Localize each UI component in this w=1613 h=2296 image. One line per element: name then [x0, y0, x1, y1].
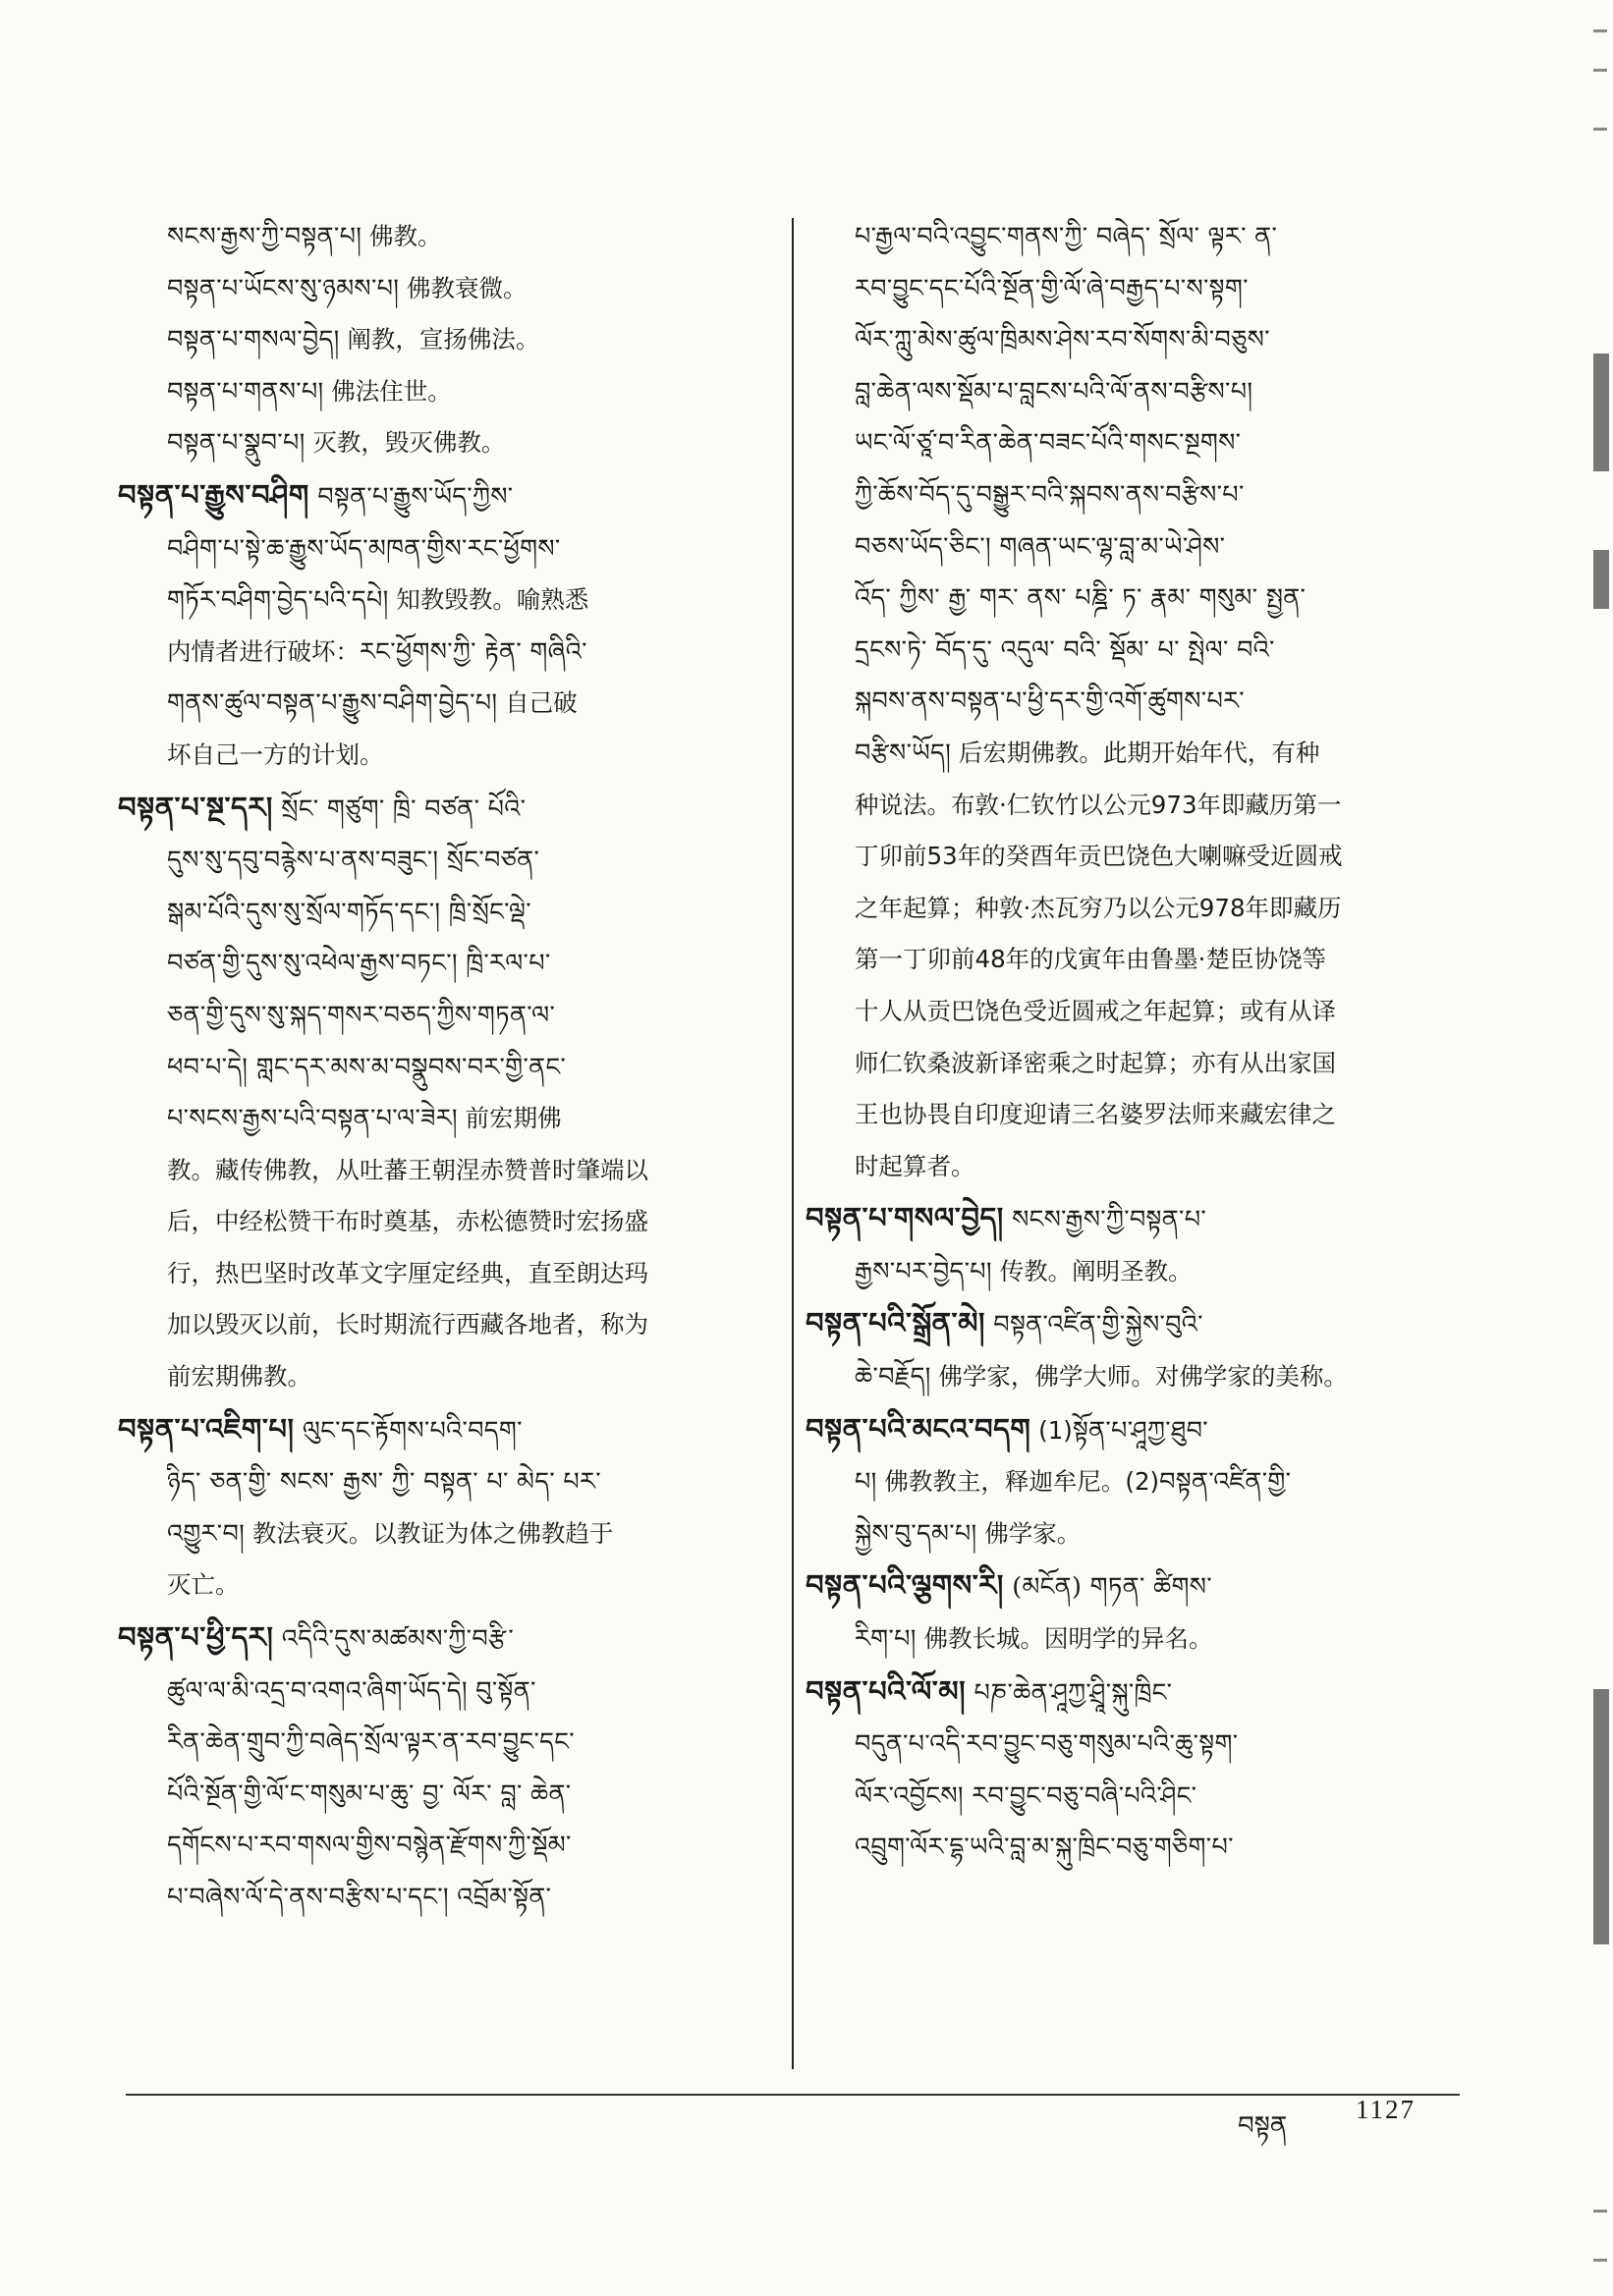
entry-line [855, 521, 1454, 574]
tibetan-text: རབ་བྱུང་དང་པོའི་སྔོན་གྱི་ལོ་ཞེ་བརྒྱད་པ་ས་སྟག་ [855, 273, 1249, 303]
entry-line [855, 211, 1454, 263]
chinese-text: 种说法。布敦·仁钦竹以公元973年即藏历第一 [855, 790, 1342, 819]
chinese-text: 阐教，宣扬佛法。 [339, 325, 540, 355]
dictionary-entry [806, 1192, 1454, 1297]
entry-line [167, 1042, 756, 1094]
tibetan-text: རིག་པ། [855, 1624, 917, 1655]
chinese-text: (1) [1030, 1415, 1073, 1445]
entry-line [855, 573, 1454, 625]
headword: བསྟན་པའི་ལོ་མ། [806, 1673, 967, 1708]
tibetan-text: ཆེ་བརྗོད། [855, 1362, 931, 1393]
entry-line [855, 1822, 1454, 1874]
tibetan-text: སྒམ་པོའི་དུས་སུ་སྲོལ་གཏོད་དང་། ཁྲི་སྲོང་ལྡེ་ [167, 897, 531, 927]
page-number: 1127 [1356, 2095, 1416, 2124]
entry-line [855, 625, 1454, 677]
chinese-text: 加以毁灭以前，长时期流行西藏各地者，称为 [167, 1310, 648, 1339]
entry-line [167, 211, 756, 263]
tibetan-text: པ་བཞེས་ལོ་དེ་ནས་བརྩིས་པ་དང་། འབྲོམ་སྟོན་ [167, 1883, 552, 1912]
entry-line [167, 1769, 756, 1821]
entry-line [855, 676, 1454, 728]
dictionary-entry [118, 1403, 756, 1612]
dictionary-entry [118, 782, 756, 1403]
tibetan-text: (མངོན) གཏན་ ཚིགས་ [1003, 1572, 1212, 1603]
entry-line [167, 835, 756, 887]
entry-line [167, 574, 756, 627]
entry-line [118, 1403, 756, 1457]
tibetan-text: འབྲུག་ལོར་དྷ་ཡའི་བླ་མ་སྐུ་ཁྲིང་བཅུ་གཅིག་པ་ [855, 1832, 1234, 1863]
headword: བསྟན་པའི་ལྕགས་རི། [806, 1568, 1004, 1603]
tibetan-text: དགོངས་པ་རབ་གསལ་གྱིས་བསྙེན་རྫོགས་ཀྱི་སྡོམ་ [167, 1831, 572, 1861]
tibetan-text: ལོར་འབྱོངས། རབ་བྱུང་བཅུ་བཞི་པའི་ཤིང་ [855, 1780, 1197, 1811]
tibetan-text: བདུན་པ་འདི་རབ་བྱུང་བཅུ་གསུམ་པའི་ཆུ་སྟག་ [855, 1729, 1239, 1760]
tibetan-text: རང་ཕྱོགས་ཀྱི་ རྟེན་ གཞིའི་ [360, 636, 587, 667]
right-column [806, 211, 1454, 1874]
chinese-text: 丁卯前53年的癸酉年贡巴饶色大喇嘛受近圆戒 [855, 842, 1343, 871]
entry-line [167, 627, 756, 679]
chinese-text: 佛教。 [362, 222, 442, 250]
chinese-text: 师仁钦桑波新译密乘之时起算；亦有从出家国 [855, 1048, 1336, 1077]
chinese-text: 后宏期佛教。此期开始年代，有种 [951, 738, 1320, 767]
tibetan-text: གནས་ཚུལ་བསྟན་པ་རྒྱུས་བཤིག་བྱེད་པ། [167, 688, 498, 719]
tibetan-text: བསྟན་འཛིན་གྱི་སྐྱེས་བུའི་ [984, 1310, 1203, 1340]
entry-line [118, 469, 756, 523]
entry-line [855, 366, 1454, 418]
entry-line [167, 1508, 756, 1560]
entry-line [806, 1403, 1454, 1457]
entry-line [806, 1666, 1454, 1720]
chinese-text: 王也协畏自印度迎请三名婆罗法师来藏宏律之 [855, 1100, 1336, 1129]
entry-line [855, 417, 1454, 469]
entry-line [855, 934, 1454, 986]
chinese-text: 自己破 [497, 688, 578, 718]
chinese-text: 传教。阐明圣教。 [991, 1256, 1193, 1285]
chinese-text: 第一丁卯前48年的戊寅年由鲁墨·楚臣协饶等 [855, 945, 1326, 974]
chinese-text: 佛法住世。 [323, 376, 452, 406]
scan-margin-marks [1585, 0, 1613, 2296]
entry-line [167, 730, 756, 782]
entry-line [167, 417, 756, 469]
tibetan-text: སྟོན་པ་ཤཱཀྱ་ཐུབ་ [1072, 1415, 1208, 1446]
tibetan-text: ཉིད་ ཅན་གྱི་ སངས་ རྒྱས་ ཀྱི་ བསྟན་ པ་ མེད་ པར་ [167, 1467, 601, 1498]
headword: བསྟན་པ་སྔ་དར། [118, 790, 273, 824]
entry-line [855, 1508, 1454, 1560]
tibetan-text: པཎ་ཆེན་ཤཱཀྱ་ཤྲཱི་སྐུ་ཁྲིང་ [966, 1677, 1173, 1708]
entry-line [167, 1872, 756, 1924]
tibetan-text: པ། [855, 1467, 877, 1498]
tibetan-text: པོའི་སྔོན་གྱི་ལོ་ང་གསུམ་པ་ཆུ་ བྱ་ ལོར་ བླ་ ཆེན་ [167, 1778, 572, 1809]
tibetan-text: ཚུལ་ལ་མི་འདྲ་བ་འགའ་ཞིག་ཡོད་དེ། བུ་སྟོན་ [167, 1675, 536, 1706]
tibetan-text: འདིའི་དུས་མཚམས་ཀྱི་བརྩི་ [273, 1624, 515, 1655]
tibetan-text: དྲངས་ཏེ་ བོད་དུ་ འདུལ་ བའི་ སྡོམ་ པ་ སྤེལ་ བའི་ [855, 634, 1275, 665]
entry-line [167, 1559, 756, 1612]
tibetan-text: སངས་རྒྱས་ཀྱི་བསྟན་པ། [167, 222, 362, 251]
tibetan-text: རྒྱས་པར་བྱེད་པ། [855, 1256, 992, 1286]
chinese-text: 灭亡。 [167, 1570, 240, 1600]
chinese-text: 内情者进行破坏： [167, 636, 360, 666]
entry-line [167, 1196, 756, 1248]
entry-line [855, 1771, 1454, 1823]
entry-line [167, 1666, 756, 1718]
entry-line [167, 523, 756, 575]
dictionary-entry [167, 211, 756, 469]
entry-line [167, 1717, 756, 1769]
entry-line [806, 1559, 1454, 1613]
tibetan-text: ལུང་དང་རྟོགས་པའི་བདག་ [294, 1415, 523, 1446]
tibetan-text: བཙན་གྱི་དུས་སུ་འཕེལ་རྒྱས་བཏང་། ཁྲི་རལ་པ་ [167, 949, 551, 979]
entry-line [167, 1248, 756, 1300]
entry-line [167, 990, 756, 1042]
dictionary-entry [855, 211, 1454, 1192]
entry-line [855, 1613, 1454, 1666]
chinese-text: 前宏期佛 [457, 1104, 562, 1133]
dictionary-entry [806, 1666, 1454, 1874]
chinese-text: 后，中经松赞干布时奠基，赤松德赞时宏扬盛 [167, 1207, 648, 1236]
entry-line [855, 1351, 1454, 1403]
entry-line [855, 780, 1454, 832]
tibetan-text: བཅས་ཡོད་ཅིང་། གཞན་ཡང་ལྷ་བླ་མ་ཡེ་ཤེས་ [855, 531, 1226, 562]
headword: བསྟན་པ་གསལ་བྱེད། [806, 1201, 1004, 1235]
tibetan-text: སྲོང་ གཙུག་ ཁྲི་ བཙན་ པོའི་ [272, 793, 527, 824]
footer-rule [126, 2094, 1460, 2096]
entry-line [167, 1351, 756, 1403]
chinese-text: 佛教教主，释迦牟尼。(2) [876, 1467, 1160, 1497]
tibetan-text: སངས་རྒྱས་ཀྱི་བསྟན་པ་ [1003, 1205, 1207, 1235]
entry-line [167, 366, 756, 418]
entry-line [855, 1719, 1454, 1771]
tibetan-text: བསྟན་པ་རྒྱུས་ཡོད་ཀྱིས་ [308, 481, 514, 512]
tibetan-text: པ་སངས་རྒྱས་པའི་བསྟན་པ་ལ་ཟེར། [167, 1104, 458, 1134]
entry-line [167, 1093, 756, 1145]
entry-line [855, 314, 1454, 366]
dictionary-entry [806, 1559, 1454, 1665]
tibetan-text: བསྟན་པ་གནས་པ། [167, 376, 324, 407]
dictionary-entry [118, 469, 756, 782]
chinese-text: 十人从贡巴饶色受近圆戒之年起算；或有从译 [855, 996, 1336, 1025]
entry-line [855, 831, 1454, 883]
entry-line [167, 887, 756, 939]
tibetan-text: བཤིག་པ་སྟེ་ཆ་རྒྱུས་ཡོད་མཁན་གྱིས་རང་ཕྱོགས་ [167, 533, 561, 564]
tibetan-text: ལོར་ཀླུ་མེས་ཚུལ་ཁྲིམས་ཤེས་རབ་སོགས་མི་བཅུས་ [855, 325, 1270, 355]
entry-line [167, 938, 756, 990]
chinese-text: 佛学家，佛学大师。对佛学家的美称。 [930, 1362, 1348, 1392]
chinese-text: 佛学家。 [976, 1518, 1082, 1548]
headword: བསྟན་པ་ཕྱི་དར། [118, 1620, 274, 1655]
entry-line [167, 1299, 756, 1351]
tibetan-text: ཕབ་པ་དེ། གླང་དར་མས་མ་བསྣུབས་བར་གྱི་ནང་ [167, 1052, 567, 1082]
entry-line [167, 678, 756, 730]
tibetan-text: འགྱུར་བ། [167, 1518, 246, 1549]
chinese-text: 佛教长城。因明学的异名。 [916, 1624, 1213, 1654]
column-divider [792, 218, 794, 2069]
running-head: བསྟན [1238, 2111, 1288, 2141]
chinese-text: 行，热巴坚时改革文字厘定经典，直至朗达玛 [167, 1258, 648, 1287]
headword: བསྟན་པ་རྒྱུས་བཤིག [118, 477, 309, 512]
headword: བསྟན་པའི་མངའ་བདག [806, 1411, 1031, 1446]
entry-line [855, 1089, 1454, 1141]
chinese-text: 坏自己一方的计划。 [167, 739, 384, 769]
tibetan-text: འོད་ ཀྱིས་ རྒྱ་ གར་ ནས་ པཎྜི་ ཏ་ རྣམ་ གསུམ་ སྤྱན་ [855, 583, 1307, 614]
entry-line [167, 1456, 756, 1508]
entry-line [806, 1192, 1454, 1246]
left-column [118, 211, 756, 1924]
tibetan-text: བླ་ཆེན་ལས་སྡོམ་པ་བླངས་པའི་ལོ་ནས་བརྩིས་པ། [855, 376, 1253, 407]
chinese-text: 时起算者。 [855, 1151, 975, 1180]
chinese-text: 灭教，毁灭佛教。 [305, 428, 506, 458]
tibetan-text: གཏོར་བཤིག་བྱེད་པའི་དཔེ། [167, 585, 389, 616]
entry-line [118, 782, 756, 836]
entry-line [855, 1038, 1454, 1090]
chinese-text: 教。藏传佛教，从吐蕃王朝涅赤赞普时肇端以 [167, 1155, 648, 1184]
tibetan-text: པ་རྒྱལ་བའི་འབྱུང་གནས་ཀྱི་ བཞེད་ སྲོལ་ ལྟར་ ན་ [855, 222, 1278, 251]
entry-line [855, 883, 1454, 935]
dictionary-entry [806, 1297, 1454, 1402]
dictionary-entry [806, 1403, 1454, 1560]
entry-line [806, 1297, 1454, 1351]
entry-line [167, 263, 756, 315]
tibetan-text: རིན་ཆེན་གྲུབ་ཀྱི་བཞེད་སྲོལ་ལྟར་ན་རབ་བྱུང་དང་ [167, 1727, 575, 1758]
chinese-text: 前宏期佛教。 [167, 1362, 311, 1392]
tibetan-text: བསྟན་པ་གསལ་བྱེད། [167, 325, 340, 355]
entry-line [855, 986, 1454, 1038]
tibetan-text: ཡང་ལོ་ཙཱ་བ་རིན་ཆེན་བཟང་པོའི་གསང་སྔགས་ [855, 428, 1242, 459]
entry-line [855, 263, 1454, 315]
tibetan-text: བསྟན་པ་སྣུབ་པ། [167, 428, 306, 459]
dictionary-entry [118, 1612, 756, 1924]
entry-line [167, 1820, 756, 1872]
chinese-text: 教法衰灭。以教证为体之佛教趋于 [245, 1518, 614, 1548]
entry-line [855, 1141, 1454, 1193]
entry-line [855, 469, 1454, 521]
entry-line [855, 1456, 1454, 1508]
headword: བསྟན་པ་འཇིག་པ། [118, 1411, 295, 1446]
tibetan-text: སྐབས་ནས་བསྟན་པ་ཕྱི་དར་གྱི་འགོ་ཚུགས་པར་ [855, 686, 1245, 717]
tibetan-text: ཅན་གྱི་དུས་སུ་སྐད་གསར་བཅད་ཀྱིས་གཏན་ལ་ [167, 1000, 556, 1030]
chinese-text: 之年起算；种敦·杰瓦穷乃以公元978年即藏历 [855, 893, 1342, 922]
chinese-text: 知教毁教。喻熟悉 [388, 585, 589, 615]
tibetan-text: བརྩིས་ཡོད། [855, 738, 952, 768]
entry-line [855, 728, 1454, 780]
entry-line [855, 1246, 1454, 1298]
headword: བསྟན་པའི་སྒྲོན་མེ། [806, 1306, 985, 1340]
entry-line [118, 1612, 756, 1666]
tibetan-text: སྐྱེས་བུ་དམ་པ། [855, 1518, 977, 1549]
tibetan-text: དུས་སུ་དབུ་བརྙེས་པ་ནས་བཟུང་། སྲོང་བཙན་ [167, 846, 540, 876]
tibetan-text: བསྟན་འཛིན་གྱི་ [1159, 1467, 1292, 1498]
chinese-text: 佛教衰微。 [399, 273, 528, 302]
entry-line [167, 314, 756, 366]
tibetan-text: ཀྱི་ཆོས་བོད་དུ་བསྒྱུར་བའི་སྐབས་ནས་བརྩིས་པ་ [855, 479, 1245, 510]
entry-line [167, 1145, 756, 1197]
tibetan-text: བསྟན་པ་ཡོངས་སུ་ཉམས་པ། [167, 273, 400, 303]
